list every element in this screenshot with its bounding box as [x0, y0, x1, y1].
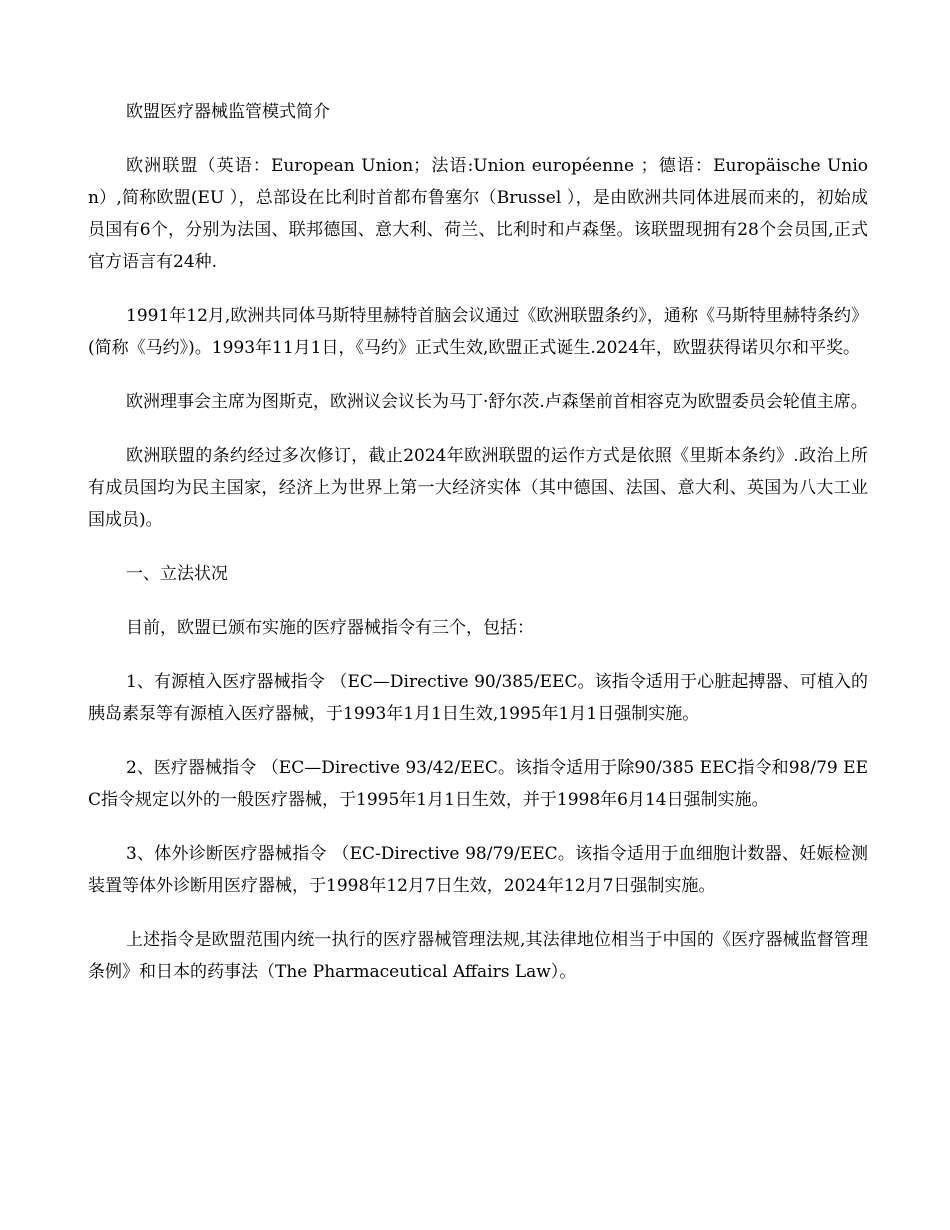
paragraph-directives-intro: 目前，欧盟已颁布实施的医疗器械指令有三个，包括：: [126, 618, 534, 638]
paragraph-maastricht-treaty: 1991年12月,欧洲共同体马斯特里赫特首脑会议通过《欧洲联盟条约》，通称《马斯特里赫特条约》(简称《马约》)。1993年11月1日，《马约》正式生效,欧盟正式诞生.2024年，欧盟获得诺贝尔和平奖。: [88, 306, 868, 358]
document-title: 欧盟医疗器械监管模式简介: [126, 102, 330, 122]
section-heading-legislation: 一、立法状况: [126, 564, 228, 584]
document-page: [88, 96, 868, 1010]
list-item-directive-2: 2、医疗器械指令 （EC—Directive 93/42/EEC。该指令适用于除90/385 EEC指令和98/79 EEC指令规定以外的一般医疗器械，于1995年1月1日生效，并于1998年6月14日强制实施。: [88, 758, 868, 810]
list-item-directive-1: 1、有源植入医疗器械指令 （EC—Directive 90/385/EEC。该指令适用于心脏起搏器、可植入的胰岛素泵等有源植入医疗器械，于1993年1月1日生效,1995年1月1日强制实施。: [88, 672, 868, 724]
paragraph-eu-leadership: 欧洲理事会主席为图斯克，欧洲议会议长为马丁·舒尔茨.卢森堡前首相容克为欧盟委员会轮值主席。: [126, 392, 868, 412]
list-item-directive-3: 3、体外诊断医疗器械指令 （EC-Directive 98/79/EEC。该指令适用于血细胞计数器、妊娠检测装置等体外诊断用医疗器械，于1998年12月7日生效，2024年12月7日强制实施。: [88, 844, 868, 896]
paragraph-conclusion: 上述指令是欧盟范围内统一执行的医疗器械管理法规,其法律地位相当于中国的《医疗器械监督管理条例》和日本的药事法（The Pharmaceutical Affairs Law）。: [88, 930, 868, 982]
paragraph-eu-overview: 欧洲联盟（英语：European Union；法语:Union européenne ；德语：Europäische Union）,简称欧盟(EU ），总部设在比利时首都布鲁塞尔（Brussel ），是由欧洲共同体进展而来的，初始成员国有6个，分别为法国、联邦德国、意大利、荷兰、比利时和卢森堡。该联盟现拥有28个会员国,正式官方语言有24种.: [88, 156, 868, 272]
paragraph-lisbon-treaty: 欧洲联盟的条约经过多次修订，截止2024年欧洲联盟的运作方式是依照《里斯本条约》.政治上所有成员国均为民主国家，经济上为世界上第一大经济实体（其中德国、法国、意大利、英国为八大工业国成员)。: [88, 446, 868, 530]
